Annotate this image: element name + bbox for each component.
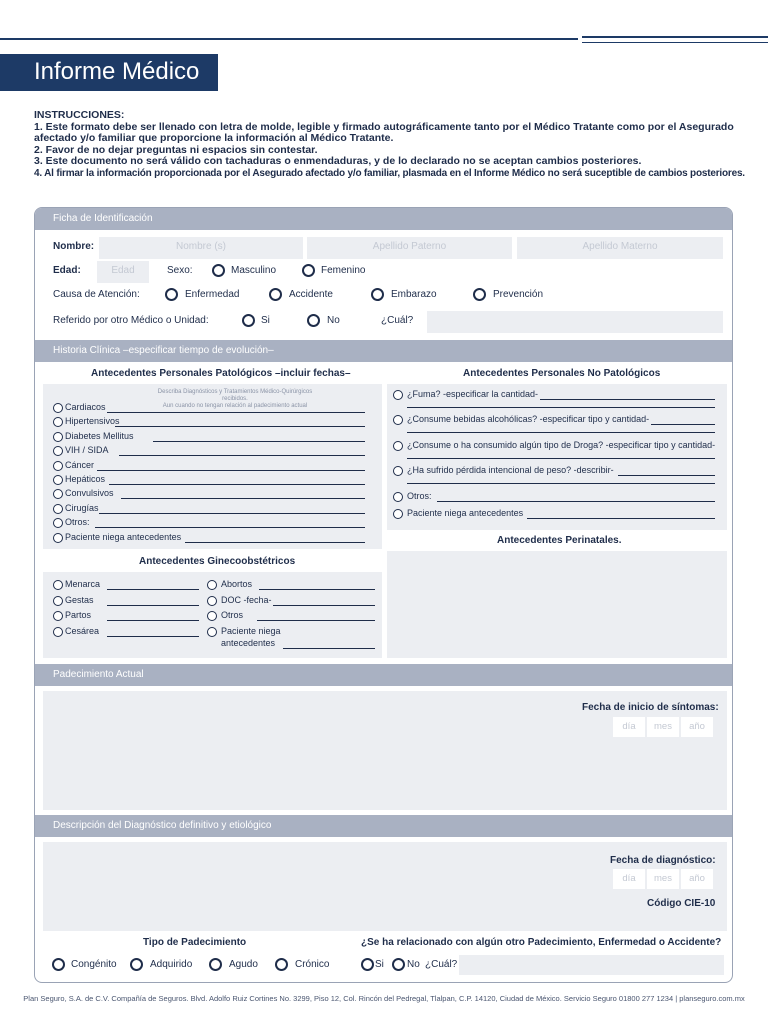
patologico-label-5: Hepáticos <box>65 474 106 484</box>
no-patologico-line-0[interactable] <box>540 399 715 400</box>
medical-form <box>34 207 733 983</box>
no-patologico-line2-1[interactable] <box>407 432 715 433</box>
no-patologico-line2-3[interactable] <box>407 483 715 484</box>
causa-label: Causa de Atención: <box>53 289 140 300</box>
gineco-left-radio-3[interactable] <box>53 627 63 637</box>
femenino-label: Femenino <box>321 265 366 276</box>
no-patologico-label-3: ¿Ha sufrido pérdida intencional de peso? -describir- <box>407 465 614 475</box>
patologico-line-1[interactable] <box>115 426 365 427</box>
instruction-4: 4. Al firmar la información proporcionada por el Asegurado afectado y/o familiar, plasmada en el Informe Médico no será suceptible de cambios posteriores. <box>34 167 745 179</box>
cie10-label: Código CIE-10 <box>647 898 716 909</box>
no-patologico-line2-0[interactable] <box>407 407 715 408</box>
no-patologico-label-1: ¿Consume bebidas alcohólicas? -especificar tipo y cantidad- <box>407 414 650 424</box>
instruction-2: 2. Favor de no dejar preguntas ni espacios sin contestar. <box>34 143 318 156</box>
section-diagnostico-header: Descripción del Diagnóstico definitivo y etiológico <box>35 815 733 837</box>
gineco-right-radio-2[interactable] <box>207 611 217 621</box>
referido-cual-input[interactable] <box>427 311 723 333</box>
agudo-label: Agudo <box>229 959 258 970</box>
perinatales-box[interactable] <box>387 551 727 658</box>
patologico-label-6: Convulsivos <box>65 488 114 499</box>
patologico-label-9: Paciente niega antecedentes <box>65 531 182 542</box>
apellido-paterno-input[interactable]: Apellido Paterno <box>307 237 512 259</box>
gineco-right-radio-1[interactable] <box>207 596 217 606</box>
gineco-right-radio-3[interactable] <box>207 627 217 637</box>
gineco-left-label-3: Cesárea <box>65 625 100 636</box>
patologico-label-8: Otros: <box>65 517 90 528</box>
gineco-left-radio-2[interactable] <box>53 611 63 621</box>
referido-si-label: Si <box>261 315 270 326</box>
section-ficha-header: Ficha de Identificación <box>35 208 733 230</box>
relacion-no-label: No <box>407 959 420 970</box>
no-patologico-line-1[interactable] <box>651 424 715 425</box>
no-patologico-line-5[interactable] <box>527 518 715 519</box>
patologico-line-9[interactable] <box>185 542 365 543</box>
patologico-label-2: Diabetes Mellitus <box>65 430 134 441</box>
patologico-line-2[interactable] <box>153 441 365 442</box>
patologico-radio-0[interactable] <box>53 403 63 413</box>
congenito-radio[interactable] <box>52 958 65 971</box>
patologico-radio-9[interactable] <box>53 533 63 543</box>
patologico-label-1: Hipertensivos <box>65 416 120 427</box>
gineco-left-radio-0[interactable] <box>53 580 63 590</box>
fecha-diagnostico-label: Fecha de diagnóstico: <box>610 855 716 866</box>
no-patologico-label-2: ¿Consume o ha consumido algún tipo de Droga? -especificar tipo y cantidad- <box>407 440 716 450</box>
referido-si-radio[interactable] <box>242 314 255 327</box>
referido-no-radio[interactable] <box>307 314 320 327</box>
sintomas-dia-input[interactable]: día <box>613 717 645 737</box>
instructions-heading: INSTRUCCIONES: <box>34 109 125 121</box>
no-patologico-radio-2[interactable] <box>393 441 403 451</box>
gineco-right-line-1[interactable] <box>273 605 375 606</box>
accidente-radio[interactable] <box>269 288 282 301</box>
relacion-si-radio[interactable] <box>361 958 374 971</box>
patologico-line-6[interactable] <box>121 498 365 499</box>
agudo-radio[interactable] <box>209 958 222 971</box>
embarazo-radio[interactable] <box>371 288 384 301</box>
no-patologico-radio-0[interactable] <box>393 390 403 400</box>
congenito-label: Congénito <box>71 959 117 970</box>
footer: Plan Seguro, S.A. de C.V. Compañía de Seguros. Blvd. Adolfo Ruiz Cortines No. 3299, Piso 12, Col. Rincón del Pedregal, Tlalpan, C.P. 14120, Ciudad de México. Servicio Seguro 01800 277 1234 | planseguro.com.mx <box>23 994 745 1003</box>
gineco-title: Antecedentes Ginecoobstétricos <box>139 556 296 567</box>
patologico-radio-4[interactable] <box>53 461 63 471</box>
gineco-right-line-3[interactable] <box>283 648 375 649</box>
gineco-right-radio-0[interactable] <box>207 580 217 590</box>
diagnostico-dia-input[interactable]: día <box>613 869 645 889</box>
edad-label: Edad: <box>53 265 81 276</box>
enfermedad-label: Enfermedad <box>185 289 240 300</box>
apellido-materno-input[interactable]: Apellido Materno <box>517 237 723 259</box>
gineco-left-radio-1[interactable] <box>53 596 63 606</box>
section-historia-header: Historia Clínica –especificar tiempo de evolución– <box>35 340 733 362</box>
top-rule-right <box>582 36 768 38</box>
no-patologico-label-0: ¿Fuma? -especificar la cantidad- <box>407 389 539 399</box>
patologico-line-8[interactable] <box>95 527 365 528</box>
gineco-right-extra: antecedentes <box>221 638 276 648</box>
gineco-right-label-0: Abortos <box>221 579 253 589</box>
patologico-line-4[interactable] <box>97 470 365 471</box>
gineco-left-line-0[interactable] <box>107 589 199 590</box>
inicio-sintomas-label: Fecha de inicio de síntomas: <box>582 702 719 713</box>
no-patologico-radio-1[interactable] <box>393 415 403 425</box>
sintomas-anio-input[interactable]: año <box>681 717 713 737</box>
patologicos-hint: Describa Diagnósticos y Tratamientos Médico-Quirúrgicos recibidos. Aun cuando no tengan relación al padecimiento actual <box>157 389 313 409</box>
no-patologico-radio-4[interactable] <box>393 492 403 502</box>
no-patologicos-title: Antecedentes Personales No Patológicos <box>463 368 661 379</box>
relacion-no-radio[interactable] <box>392 958 405 971</box>
perinatales-title: Antecedentes Perinatales. <box>497 535 622 546</box>
relacion-label: ¿Se ha relacionado con algún otro Padecimiento, Enfermedad o Accidente? <box>361 937 722 948</box>
relacion-si-label: Si <box>375 959 384 970</box>
diagnostico-mes-input[interactable]: mes <box>647 869 679 889</box>
no-patologico-radio-5[interactable] <box>393 509 403 519</box>
instruction-1: 1. Este formato debe ser llenado con letra de molde, legible y firmado autográficamente tanto por el Médico Tratante como por el Asegurado afectado y/o familiar que proporcione la información al Médico Tratante. <box>34 120 734 145</box>
top-rule <box>0 38 578 40</box>
adquirido-radio[interactable] <box>130 958 143 971</box>
patologico-line-0[interactable] <box>107 412 365 413</box>
cronico-label: Crónico <box>295 959 330 970</box>
patologico-line-5[interactable] <box>109 484 365 485</box>
no-patologico-line-3[interactable] <box>618 475 715 476</box>
no-patologico-line-4[interactable] <box>437 501 715 502</box>
no-patologico-radio-3[interactable] <box>393 466 403 476</box>
masculino-radio[interactable] <box>212 264 225 277</box>
patologico-line-3[interactable] <box>119 455 365 456</box>
relacion-cual-input[interactable] <box>459 955 724 975</box>
embarazo-label: Embarazo <box>391 289 437 300</box>
patologico-label-0: Cardiacos <box>65 402 106 412</box>
patologico-radio-2[interactable] <box>53 432 63 442</box>
gineco-left-line-3[interactable] <box>107 636 199 637</box>
patologico-label-3: VIH / SIDA <box>65 445 109 456</box>
referido-label: Referido por otro Médico o Unidad: <box>53 315 209 326</box>
patologicos-title: Antecedentes Personales Patológicos –incluir fechas– <box>91 368 351 379</box>
gineco-right-line-2[interactable] <box>257 620 375 621</box>
patologico-label-4: Cáncer <box>65 459 95 470</box>
gineco-right-label-2: Otros <box>221 610 244 620</box>
instruction-3: 3. Este documento no será válido con tachaduras o enmendaduras, y de lo declarado no se aceptan cambios posteriores. <box>34 155 642 168</box>
referido-no-label: No <box>327 315 340 326</box>
prevencion-label: Prevención <box>493 289 544 300</box>
diagnostico-anio-input[interactable]: año <box>681 869 713 889</box>
edad-input[interactable]: Edad <box>97 261 149 283</box>
adquirido-label: Adquirido <box>150 959 193 970</box>
section-padecimiento-header: Padecimiento Actual <box>35 664 733 686</box>
patologico-line-7[interactable] <box>99 513 365 514</box>
gineco-right-line-0[interactable] <box>259 589 375 590</box>
gineco-left-label-0: Menarca <box>65 579 101 589</box>
nombre-input[interactable]: Nombre (s) <box>99 237 303 259</box>
patologico-radio-7[interactable] <box>53 504 63 514</box>
gineco-left-label-1: Gestas <box>65 594 94 605</box>
femenino-radio[interactable] <box>302 264 315 277</box>
nombre-label: Nombre: <box>53 241 95 252</box>
relacion-cual-label: ¿Cuál? <box>425 959 458 970</box>
prevencion-radio[interactable] <box>473 288 486 301</box>
gineco-right-label-3: Paciente niega <box>221 625 281 636</box>
gineco-left-label-2: Partos <box>65 610 92 620</box>
cronico-radio[interactable] <box>275 958 288 971</box>
sexo-label: Sexo: <box>167 265 193 276</box>
patologico-label-7: Cirugías <box>65 502 99 513</box>
sintomas-mes-input[interactable]: mes <box>647 717 679 737</box>
masculino-label: Masculino <box>231 265 277 276</box>
gineco-right-label-1: DOC -fecha- <box>221 594 272 605</box>
no-patologico-label-4: Otros: <box>407 491 432 501</box>
referido-cual-label: ¿Cuál? <box>381 315 414 326</box>
instructions <box>34 110 744 180</box>
gineco-left-line-2[interactable] <box>107 620 199 621</box>
tipo-padecimiento-label: Tipo de Padecimiento <box>143 937 247 948</box>
gineco-left-line-1[interactable] <box>107 605 199 606</box>
page-title: Informe Médico <box>0 54 218 91</box>
no-patologico-line2-2[interactable] <box>407 458 715 459</box>
patologico-radio-5[interactable] <box>53 475 63 485</box>
top-rule-right-thin <box>582 42 768 43</box>
enfermedad-radio[interactable] <box>165 288 178 301</box>
accidente-label: Accidente <box>289 289 333 300</box>
no-patologico-label-5: Paciente niega antecedentes <box>407 508 524 518</box>
